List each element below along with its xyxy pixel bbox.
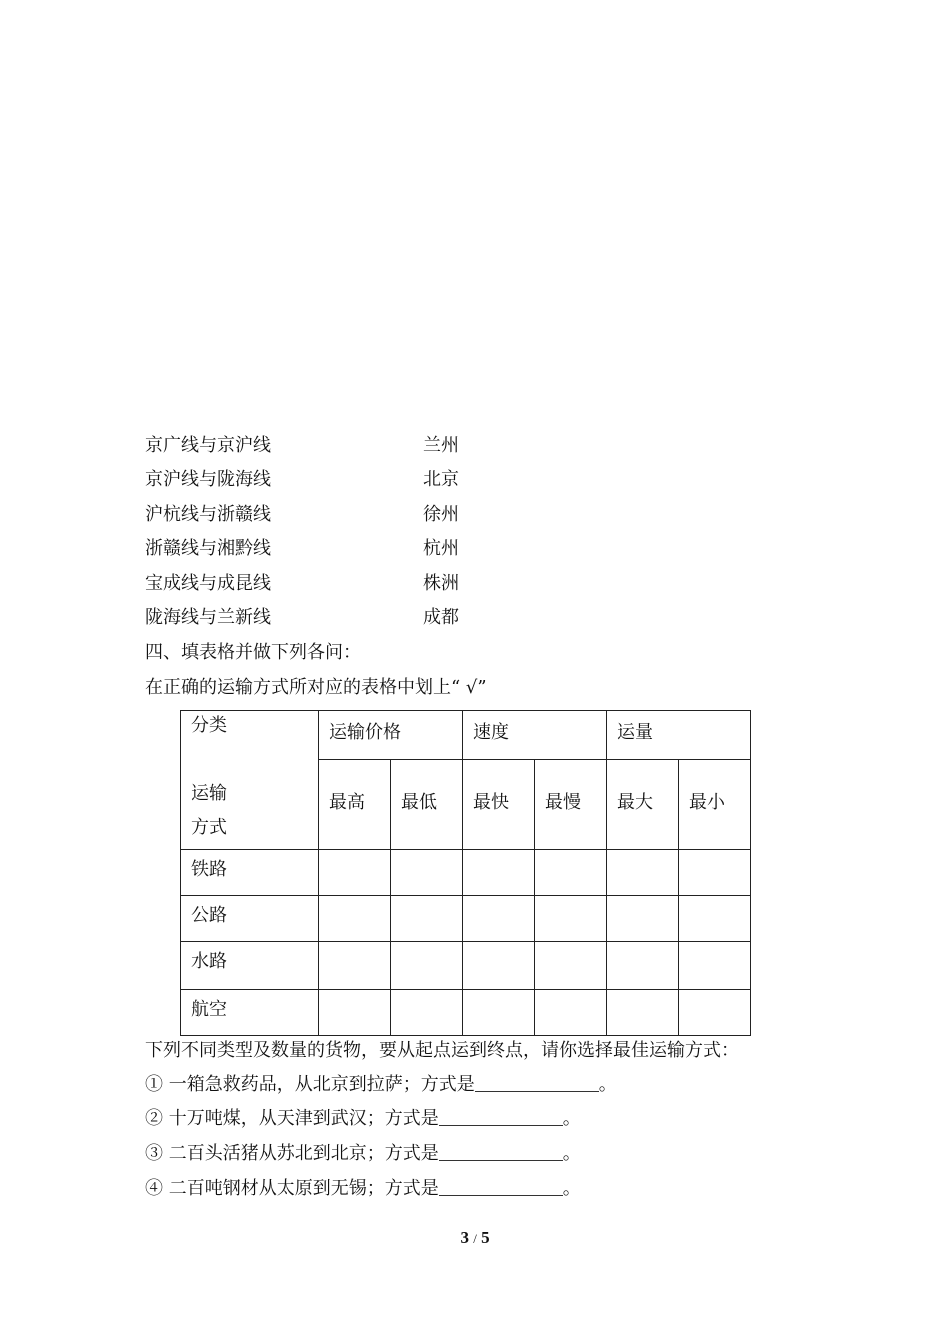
subheader-slowest: 最慢 bbox=[535, 760, 607, 850]
blank-cell[interactable] bbox=[391, 896, 463, 942]
blank-cell[interactable] bbox=[463, 896, 535, 942]
subheader-lowest: 最低 bbox=[391, 760, 463, 850]
matching-row bbox=[145, 434, 645, 458]
matching-row bbox=[145, 503, 645, 527]
question-3 bbox=[145, 1142, 581, 1166]
row-label-air: 航空 bbox=[181, 990, 319, 1036]
total-pages: 5 bbox=[481, 1228, 490, 1247]
railway-pair: 京广线与京沪线 bbox=[145, 435, 271, 456]
blank-cell[interactable] bbox=[679, 896, 751, 942]
railway-pair: 浙赣线与湘黔线 bbox=[145, 538, 271, 559]
blank-cell[interactable] bbox=[607, 942, 679, 990]
group-header-volume: 运量 bbox=[607, 711, 751, 760]
question-text: ② 十万吨煤，从天津到武汉；方式是 bbox=[145, 1108, 439, 1129]
row-label-road: 公路 bbox=[181, 896, 319, 942]
blank-cell[interactable] bbox=[607, 990, 679, 1036]
group-header-speed: 速度 bbox=[463, 711, 607, 760]
blank-cell[interactable] bbox=[535, 990, 607, 1036]
corner-mode-label-2: 方式 bbox=[191, 817, 227, 838]
blank-cell[interactable] bbox=[391, 942, 463, 990]
railway-pair: 沪杭线与浙赣线 bbox=[145, 504, 271, 525]
city-name: 兰州 bbox=[423, 435, 459, 456]
question-end: 。 bbox=[562, 1143, 581, 1164]
blank-cell[interactable] bbox=[463, 942, 535, 990]
blank-cell[interactable] bbox=[319, 850, 391, 896]
city-name: 徐州 bbox=[423, 504, 459, 525]
corner-mode-label-1: 运输 bbox=[191, 783, 227, 804]
subheader-fastest: 最快 bbox=[463, 760, 535, 850]
subheader-smallest: 最小 bbox=[679, 760, 751, 850]
railway-pair: 陇海线与兰新线 bbox=[145, 607, 271, 628]
answer-blank[interactable] bbox=[439, 1177, 563, 1196]
subheader-largest: 最大 bbox=[607, 760, 679, 850]
question-end: 。 bbox=[562, 1178, 581, 1199]
question-end: 。 bbox=[562, 1108, 581, 1129]
section-title: 四、填表格并做下列各问： bbox=[145, 642, 361, 663]
blank-cell[interactable] bbox=[535, 942, 607, 990]
matching-row bbox=[145, 537, 645, 561]
city-name: 成都 bbox=[423, 607, 459, 628]
question-text: ③ 二百头活猪从苏北到北京；方式是 bbox=[145, 1143, 439, 1164]
city-name: 北京 bbox=[423, 469, 459, 490]
current-page: 3 bbox=[460, 1228, 469, 1247]
blank-cell[interactable] bbox=[391, 990, 463, 1036]
answer-blank[interactable] bbox=[439, 1142, 563, 1161]
matching-row bbox=[145, 606, 645, 630]
railway-pair: 宝成线与成昆线 bbox=[145, 573, 271, 594]
subheader-highest: 最高 bbox=[319, 760, 391, 850]
blank-cell[interactable] bbox=[319, 896, 391, 942]
page-separator: / bbox=[473, 1231, 477, 1246]
group-header-price: 运输价格 bbox=[319, 711, 463, 760]
answer-blank[interactable] bbox=[439, 1107, 563, 1126]
blank-cell[interactable] bbox=[607, 850, 679, 896]
question-text: ① 一箱急救药品，从北京到拉萨；方式是 bbox=[145, 1074, 475, 1095]
blank-cell[interactable] bbox=[535, 850, 607, 896]
question-2 bbox=[145, 1107, 581, 1131]
question-end: 。 bbox=[598, 1074, 617, 1095]
answer-blank[interactable] bbox=[475, 1073, 599, 1092]
page-number bbox=[0, 1228, 950, 1248]
question-text: ④ 二百吨钢材从太原到无锡；方式是 bbox=[145, 1178, 439, 1199]
city-name: 杭州 bbox=[423, 538, 459, 559]
question-4 bbox=[145, 1177, 581, 1201]
blank-cell[interactable] bbox=[319, 942, 391, 990]
transport-table bbox=[180, 710, 751, 1036]
blank-cell[interactable] bbox=[679, 850, 751, 896]
blank-cell[interactable] bbox=[463, 990, 535, 1036]
blank-cell[interactable] bbox=[391, 850, 463, 896]
blank-cell[interactable] bbox=[319, 990, 391, 1036]
corner-category-label: 分类 bbox=[191, 715, 227, 736]
question-1 bbox=[145, 1073, 617, 1097]
railway-pair: 京沪线与陇海线 bbox=[145, 469, 271, 490]
blank-cell[interactable] bbox=[535, 896, 607, 942]
matching-row bbox=[145, 572, 645, 596]
table-instruction: 在正确的运输方式所对应的表格中划上“ √” bbox=[145, 677, 487, 698]
blank-cell[interactable] bbox=[679, 942, 751, 990]
question-intro: 下列不同类型及数量的货物，要从起点运到终点，请你选择最佳运输方式： bbox=[145, 1040, 739, 1061]
row-label-waterway: 水路 bbox=[181, 942, 319, 990]
row-label-railway: 铁路 bbox=[181, 850, 319, 896]
blank-cell[interactable] bbox=[463, 850, 535, 896]
table-corner-cell bbox=[181, 711, 319, 850]
blank-cell[interactable] bbox=[607, 896, 679, 942]
matching-row bbox=[145, 468, 645, 492]
blank-cell[interactable] bbox=[679, 990, 751, 1036]
city-name: 株洲 bbox=[423, 573, 459, 594]
